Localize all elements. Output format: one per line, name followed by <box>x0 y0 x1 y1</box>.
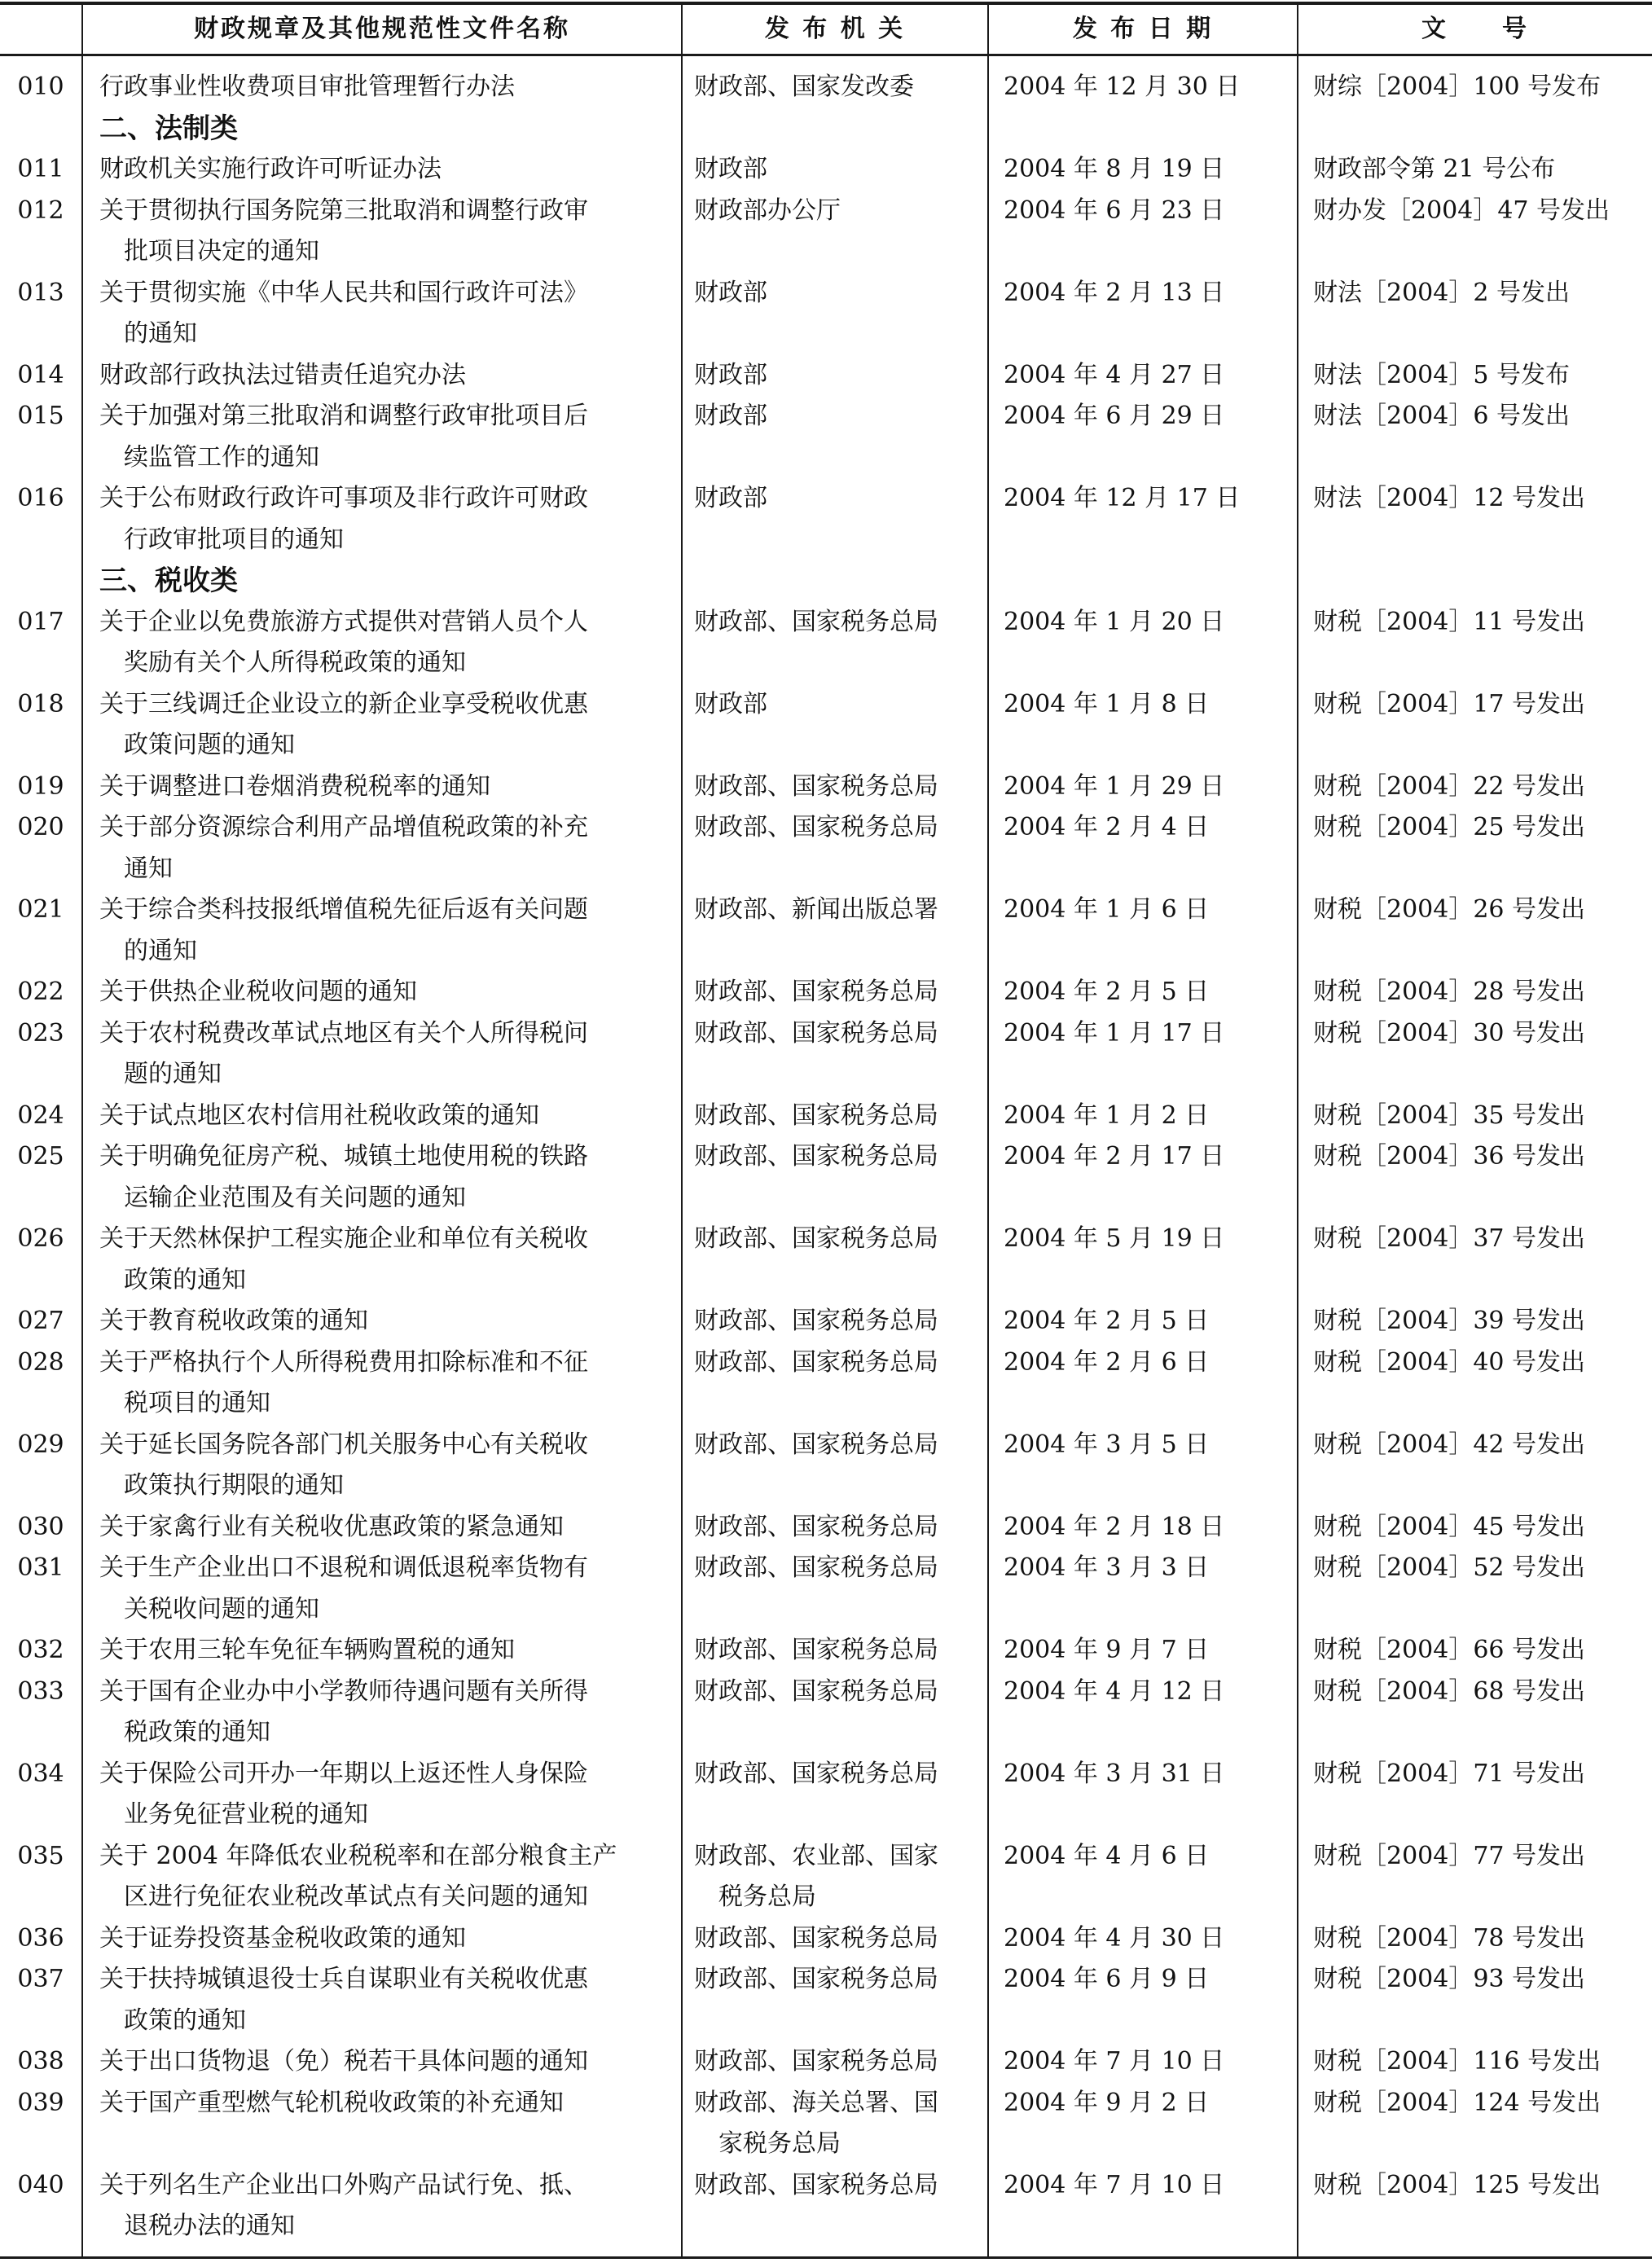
issuing-authority: 财政部、国家税务总局 <box>694 1759 938 1788</box>
issue-date: 2004 年 1 月 8 日 <box>1004 689 1210 718</box>
issuing-authority: 财政部 <box>694 402 767 430</box>
issuing-authority: 财政部、国家税务总局 <box>694 1018 938 1048</box>
document-title: 关于贯彻实施《中华人民共和国行政许可法》 <box>99 278 588 307</box>
table-bottom-rule <box>0 2256 1652 2259</box>
document-number: 财税［2004］124 号发出 <box>1313 2088 1601 2117</box>
document-title: 关于家禽行业有关税收优惠政策的紧急通知 <box>99 1512 564 1541</box>
document-title: 关于企业以免费旅游方式提供对营销人员个人 <box>99 607 588 636</box>
document-number: 财政部令第 21 号公布 <box>1313 155 1556 183</box>
issuing-authority: 财政部、国家税务总局 <box>694 1676 938 1706</box>
issue-date: 2004 年 6 月 23 日 <box>1004 196 1225 225</box>
document-number: 财税［2004］30 号发出 <box>1313 1018 1586 1048</box>
row-number: 036 <box>17 1923 64 1953</box>
row-number: 023 <box>17 1018 64 1048</box>
document-title: 财政部行政执法过错责任追究办法 <box>99 360 466 389</box>
issue-date: 2004 年 1 月 2 日 <box>1004 1101 1210 1130</box>
issuing-authority: 财政部、国家税务总局 <box>694 1965 938 1993</box>
document-number: 财法［2004］2 号发出 <box>1313 278 1570 307</box>
issue-date: 2004 年 2 月 5 日 <box>1004 978 1210 1006</box>
document-title: 税项目的通知 <box>99 1389 270 1417</box>
issue-date: 2004 年 9 月 2 日 <box>1004 2088 1210 2117</box>
header-docno: 文 号 <box>1421 15 1529 43</box>
document-number: 财税［2004］28 号发出 <box>1313 978 1586 1006</box>
document-number: 财税［2004］78 号发出 <box>1313 1923 1586 1953</box>
issue-date: 2004 年 2 月 5 日 <box>1004 1307 1210 1335</box>
document-number: 财税［2004］11 号发出 <box>1313 607 1586 636</box>
document-number: 财税［2004］22 号发出 <box>1313 771 1586 801</box>
document-title: 关于公布财政行政许可事项及非行政许可财政 <box>99 484 588 512</box>
document-title: 关于出口货物退（免）税若干具体问题的通知 <box>99 2047 588 2076</box>
issuing-authority: 财政部、农业部、国家 <box>694 1841 938 1870</box>
issuing-authority: 财政部、国家税务总局 <box>694 1347 938 1377</box>
document-title: 关于天然林保护工程实施企业和单位有关税收 <box>99 1224 588 1253</box>
document-number: 财税［2004］36 号发出 <box>1313 1142 1586 1171</box>
document-title: 关于证券投资基金税收政策的通知 <box>99 1923 466 1953</box>
document-title: 关于延长国务院各部门机关服务中心有关税收 <box>99 1430 588 1459</box>
document-title: 关于国有企业办中小学教师待遇问题有关所得 <box>99 1676 588 1706</box>
row-number: 029 <box>17 1430 64 1459</box>
document-title: 关于农村税费改革试点地区有关个人所得税问 <box>99 1018 588 1048</box>
header-org: 发 布 机 关 <box>764 15 906 43</box>
issue-date: 2004 年 1 月 20 日 <box>1004 607 1225 636</box>
document-title: 业务免征营业税的通知 <box>99 1800 368 1829</box>
document-number: 财税［2004］68 号发出 <box>1313 1676 1586 1706</box>
issuing-authority: 财政部、国家税务总局 <box>694 607 938 636</box>
document-title: 关于保险公司开办一年期以上返还性人身保险 <box>99 1759 588 1788</box>
issuing-authority: 财政部、国家税务总局 <box>694 1512 938 1541</box>
row-number: 038 <box>17 2047 64 2076</box>
document-title: 政策的通知 <box>99 2006 246 2035</box>
issue-date: 2004 年 6 月 29 日 <box>1004 402 1225 430</box>
header-date: 发 布 日 期 <box>1072 15 1214 43</box>
issuing-authority: 财政部、国家税务总局 <box>694 1307 938 1335</box>
document-number: 财税［2004］39 号发出 <box>1313 1307 1586 1335</box>
issue-date: 2004 年 3 月 31 日 <box>1004 1759 1225 1788</box>
row-number: 032 <box>17 1636 64 1664</box>
issue-date: 2004 年 3 月 5 日 <box>1004 1430 1210 1459</box>
document-title: 的通知 <box>99 936 197 965</box>
row-number: 040 <box>17 2170 64 2199</box>
document-number: 财税［2004］66 号发出 <box>1313 1636 1586 1664</box>
issue-date: 2004 年 12 月 30 日 <box>1004 72 1241 101</box>
document-title: 关于 2004 年降低农业税税率和在部分粮食主产 <box>99 1841 617 1870</box>
document-title: 关于明确免征房产税、城镇土地使用税的铁路 <box>99 1142 588 1171</box>
issue-date: 2004 年 4 月 6 日 <box>1004 1841 1210 1870</box>
document-title: 关于部分资源综合利用产品增值税政策的补充 <box>99 813 588 841</box>
document-number: 财税［2004］125 号发出 <box>1313 2170 1601 2199</box>
row-number: 030 <box>17 1512 64 1541</box>
row-number: 020 <box>17 813 64 841</box>
row-number: 022 <box>17 978 64 1006</box>
row-number: 010 <box>17 72 64 101</box>
document-number: 财法［2004］6 号发出 <box>1313 402 1570 430</box>
document-title: 关于综合类科技报纸增值税先征后返有关问题 <box>99 895 588 924</box>
issuing-authority: 财政部 <box>694 484 767 512</box>
document-title: 政策执行期限的通知 <box>99 1471 344 1500</box>
column-divider <box>681 2 683 2259</box>
issuing-authority: 财政部、国家税务总局 <box>694 2170 938 2199</box>
header-num <box>0 5 81 54</box>
document-number: 财税［2004］93 号发出 <box>1313 1965 1586 1993</box>
header-bottom-rule <box>0 54 1652 56</box>
document-title: 关于严格执行个人所得税费用扣除标准和不征 <box>99 1347 588 1377</box>
document-title: 关税收问题的通知 <box>99 1594 319 1623</box>
document-title: 题的通知 <box>99 1060 222 1088</box>
issue-date: 2004 年 2 月 4 日 <box>1004 813 1210 841</box>
document-number: 财税［2004］26 号发出 <box>1313 895 1586 924</box>
document-title: 财政机关实施行政许可听证办法 <box>99 155 442 183</box>
row-number: 011 <box>17 155 64 183</box>
document-number: 财税［2004］52 号发出 <box>1313 1553 1586 1582</box>
document-number: 财税［2004］35 号发出 <box>1313 1101 1586 1130</box>
issuing-authority: 财政部 <box>694 360 767 389</box>
column-divider <box>1297 2 1298 2259</box>
document-title: 关于农用三轮车免征车辆购置税的通知 <box>99 1636 515 1664</box>
document-title: 关于贯彻执行国务院第三批取消和调整行政审 <box>99 196 588 225</box>
row-number: 025 <box>17 1142 64 1171</box>
issue-date: 2004 年 12 月 17 日 <box>1004 484 1241 512</box>
document-title: 通知 <box>99 854 173 883</box>
document-number: 财综［2004］100 号发布 <box>1313 72 1601 101</box>
issue-date: 2004 年 7 月 10 日 <box>1004 2170 1225 2199</box>
row-number: 031 <box>17 1553 64 1582</box>
document-title: 关于试点地区农村信用社税收政策的通知 <box>99 1101 539 1130</box>
header-name: 财政规章及其他规范性文件名称 <box>194 15 570 43</box>
issuing-authority: 财政部 <box>694 689 767 718</box>
document-number: 财税［2004］42 号发出 <box>1313 1430 1586 1459</box>
document-title: 关于列名生产企业出口外购产品试行免、抵、 <box>99 2170 588 2199</box>
issue-date: 2004 年 1 月 17 日 <box>1004 1018 1225 1048</box>
row-number: 035 <box>17 1841 64 1870</box>
document-title: 运输企业范围及有关问题的通知 <box>99 1183 466 1212</box>
issue-date: 2004 年 1 月 6 日 <box>1004 895 1210 924</box>
issuing-authority: 财政部、国家税务总局 <box>694 978 938 1006</box>
row-number: 012 <box>17 196 64 225</box>
issuing-authority: 财政部、国家发改委 <box>694 72 914 101</box>
document-number: 财税［2004］77 号发出 <box>1313 1841 1586 1870</box>
column-divider <box>81 2 83 2259</box>
document-number: 财税［2004］45 号发出 <box>1313 1512 1586 1541</box>
document-title: 续监管工作的通知 <box>99 442 319 472</box>
issuing-authority: 财政部、国家税务总局 <box>694 1224 938 1253</box>
issue-date: 2004 年 5 月 19 日 <box>1004 1224 1225 1253</box>
issue-date: 2004 年 9 月 7 日 <box>1004 1636 1210 1664</box>
document-title: 区进行免征农业税改革试点有关问题的通知 <box>99 1883 588 1911</box>
issue-date: 2004 年 7 月 10 日 <box>1004 2047 1225 2076</box>
document-number: 财税［2004］25 号发出 <box>1313 813 1586 841</box>
document-title: 关于教育税收政策的通知 <box>99 1307 368 1335</box>
row-number: 037 <box>17 1965 64 1993</box>
row-number: 014 <box>17 360 64 389</box>
document-title: 关于扶持城镇退役士兵自谋职业有关税收优惠 <box>99 1965 588 1993</box>
issue-date: 2004 年 2 月 6 日 <box>1004 1347 1210 1377</box>
issuing-authority: 家税务总局 <box>694 2129 841 2158</box>
issuing-authority: 税务总局 <box>694 1883 816 1911</box>
document-number: 财税［2004］116 号发出 <box>1313 2047 1601 2076</box>
row-number: 013 <box>17 278 64 307</box>
section-heading: 二、法制类 <box>99 112 238 145</box>
issue-date: 2004 年 2 月 17 日 <box>1004 1142 1225 1171</box>
document-number: 财办发［2004］47 号发出 <box>1313 196 1610 225</box>
row-number: 021 <box>17 895 64 924</box>
issue-date: 2004 年 4 月 12 日 <box>1004 1676 1225 1706</box>
issuing-authority: 财政部办公厅 <box>694 196 841 225</box>
document-title: 行政审批项目的通知 <box>99 525 344 554</box>
row-number: 033 <box>17 1676 64 1706</box>
row-number: 034 <box>17 1759 64 1788</box>
row-number: 015 <box>17 402 64 430</box>
document-number: 财税［2004］17 号发出 <box>1313 689 1586 718</box>
row-number: 018 <box>17 689 64 718</box>
document-number: 财法［2004］12 号发出 <box>1313 484 1586 512</box>
issuing-authority: 财政部 <box>694 155 767 183</box>
document-title: 关于供热企业税收问题的通知 <box>99 978 417 1006</box>
document-title: 的通知 <box>99 319 197 348</box>
document-title: 政策的通知 <box>99 1265 246 1294</box>
issue-date: 2004 年 2 月 13 日 <box>1004 278 1225 307</box>
issue-date: 2004 年 1 月 29 日 <box>1004 771 1225 801</box>
issuing-authority: 财政部、国家税务总局 <box>694 1430 938 1459</box>
column-divider <box>987 2 989 2259</box>
row-number: 024 <box>17 1101 64 1130</box>
row-number: 019 <box>17 771 64 801</box>
issue-date: 2004 年 4 月 30 日 <box>1004 1923 1225 1953</box>
document-number: 财法［2004］5 号发布 <box>1313 360 1570 389</box>
row-number: 016 <box>17 484 64 512</box>
issue-date: 2004 年 6 月 9 日 <box>1004 1965 1210 1993</box>
issue-date: 2004 年 4 月 27 日 <box>1004 360 1225 389</box>
document-title: 关于国产重型燃气轮机税收政策的补充通知 <box>99 2088 564 2117</box>
document-title: 奖励有关个人所得税政策的通知 <box>99 648 466 677</box>
document-number: 财税［2004］71 号发出 <box>1313 1759 1586 1788</box>
document-title: 关于加强对第三批取消和调整行政审批项目后 <box>99 402 588 430</box>
row-number: 026 <box>17 1224 64 1253</box>
issuing-authority: 财政部、海关总署、国 <box>694 2088 938 2117</box>
issuing-authority: 财政部、国家税务总局 <box>694 1923 938 1953</box>
document-title: 行政事业性收费项目审批管理暂行办法 <box>99 72 515 101</box>
issue-date: 2004 年 2 月 18 日 <box>1004 1512 1225 1541</box>
row-number: 028 <box>17 1347 64 1377</box>
issuing-authority: 财政部、国家税务总局 <box>694 1101 938 1130</box>
issuing-authority: 财政部、国家税务总局 <box>694 2047 938 2076</box>
document-title: 退税办法的通知 <box>99 2212 295 2240</box>
issuing-authority: 财政部、国家税务总局 <box>694 1636 938 1664</box>
document-title: 批项目决定的通知 <box>99 237 319 266</box>
issuing-authority: 财政部、国家税务总局 <box>694 1142 938 1171</box>
issuing-authority: 财政部、新闻出版总署 <box>694 895 938 924</box>
document-number: 财税［2004］37 号发出 <box>1313 1224 1586 1253</box>
issue-date: 2004 年 8 月 19 日 <box>1004 155 1225 183</box>
issuing-authority: 财政部、国家税务总局 <box>694 1553 938 1582</box>
issuing-authority: 财政部、国家税务总局 <box>694 771 938 801</box>
row-number: 039 <box>17 2088 64 2117</box>
issue-date: 2004 年 3 月 3 日 <box>1004 1553 1210 1582</box>
document-title: 政策问题的通知 <box>99 731 295 759</box>
issuing-authority: 财政部 <box>694 278 767 307</box>
document-title: 关于调整进口卷烟消费税税率的通知 <box>99 771 490 801</box>
issuing-authority: 财政部、国家税务总局 <box>694 813 938 841</box>
section-heading: 三、税收类 <box>99 565 238 597</box>
document-title: 关于生产企业出口不退税和调低退税率货物有 <box>99 1553 588 1582</box>
document-title: 关于三线调迁企业设立的新企业享受税收优惠 <box>99 689 588 718</box>
row-number: 027 <box>17 1307 64 1335</box>
document-number: 财税［2004］40 号发出 <box>1313 1347 1586 1377</box>
document-title: 税政策的通知 <box>99 1718 270 1746</box>
row-number: 017 <box>17 607 64 636</box>
